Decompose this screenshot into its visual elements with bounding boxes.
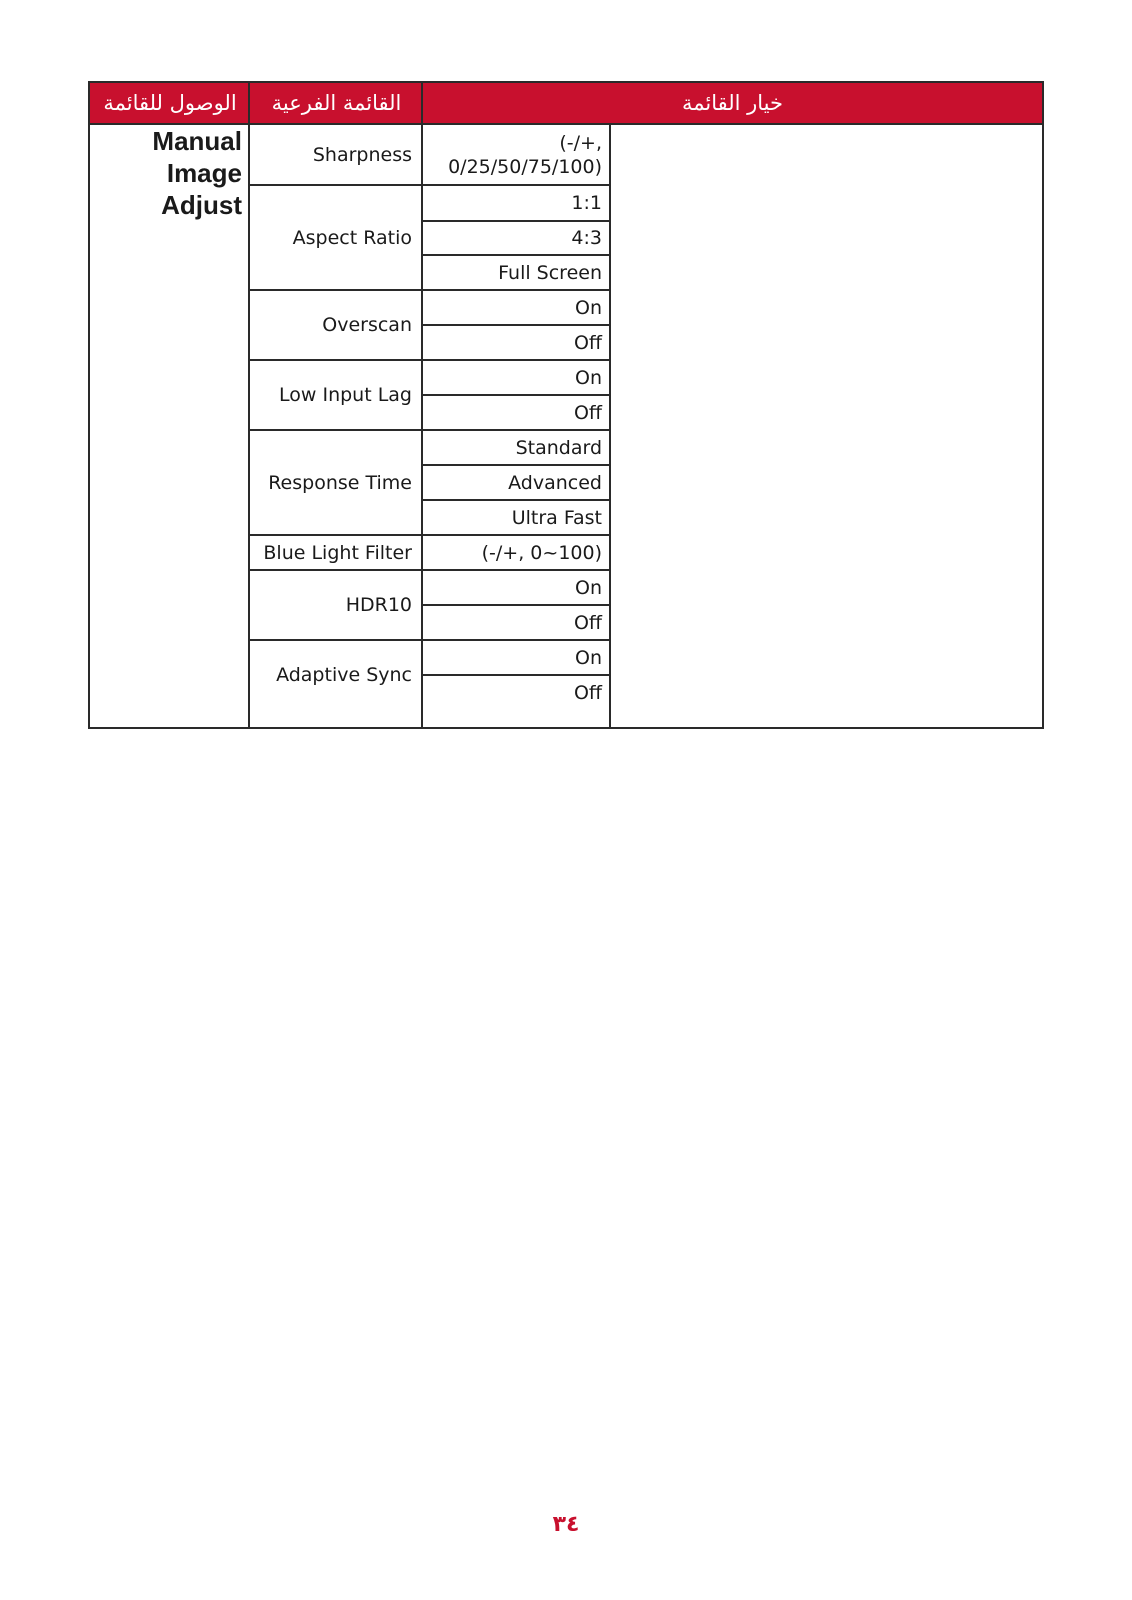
submenu-hdr10: HDR10	[345, 594, 412, 616]
option-hdr10-off: Off	[573, 611, 602, 634]
main-menu-line: Image	[166, 158, 242, 188]
option-response-ultra-fast: Ultra Fast	[511, 506, 602, 529]
option-hdr10-on: On	[575, 576, 602, 599]
option-blue-light-range: (-/+, 0~100)	[481, 541, 602, 564]
main-menu-label	[90, 125, 250, 221]
option-sharpness-range	[423, 125, 611, 184]
option-aspect-full-screen: Full Screen	[498, 261, 602, 284]
header-sub-menu: القائمة الفرعية	[250, 83, 423, 123]
option-overscan-off: Off	[573, 331, 602, 354]
main-menu-line: Manual	[152, 126, 242, 156]
submenu-aspect-ratio: Aspect Ratio	[292, 226, 412, 249]
submenu-sharpness: Sharpness	[312, 143, 412, 166]
option-low-input-lag-off: Off	[573, 401, 602, 424]
option-line: 0/25/50/75/100)	[448, 155, 602, 178]
header-main-menu: الوصول للقائمة	[90, 83, 250, 123]
header-menu-option: خيار القائمة	[423, 83, 1042, 123]
submenu-low-input-lag: Low Input Lag	[279, 384, 412, 406]
option-aspect-1-1: 1:1	[571, 192, 602, 214]
option-response-standard: Standard	[515, 436, 602, 459]
submenu-adaptive-sync: Adaptive Sync	[276, 664, 412, 686]
submenu-overscan: Overscan	[322, 314, 412, 336]
option-adaptive-sync-on: On	[575, 646, 602, 669]
page-number: ٣٤	[552, 1512, 580, 1537]
submenu-response-time: Response Time	[268, 471, 412, 494]
option-overscan-on: On	[575, 296, 602, 319]
submenu-blue-light-filter: Blue Light Filter	[263, 541, 412, 564]
option-line: (-/+,	[559, 131, 602, 154]
menu-table	[88, 81, 1044, 729]
option-response-advanced: Advanced	[508, 471, 602, 494]
main-menu-line: Adjust	[161, 190, 242, 220]
option-low-input-lag-on: On	[575, 366, 602, 389]
option-adaptive-sync-off: Off	[573, 681, 602, 704]
option-aspect-4-3: 4:3	[571, 227, 602, 249]
